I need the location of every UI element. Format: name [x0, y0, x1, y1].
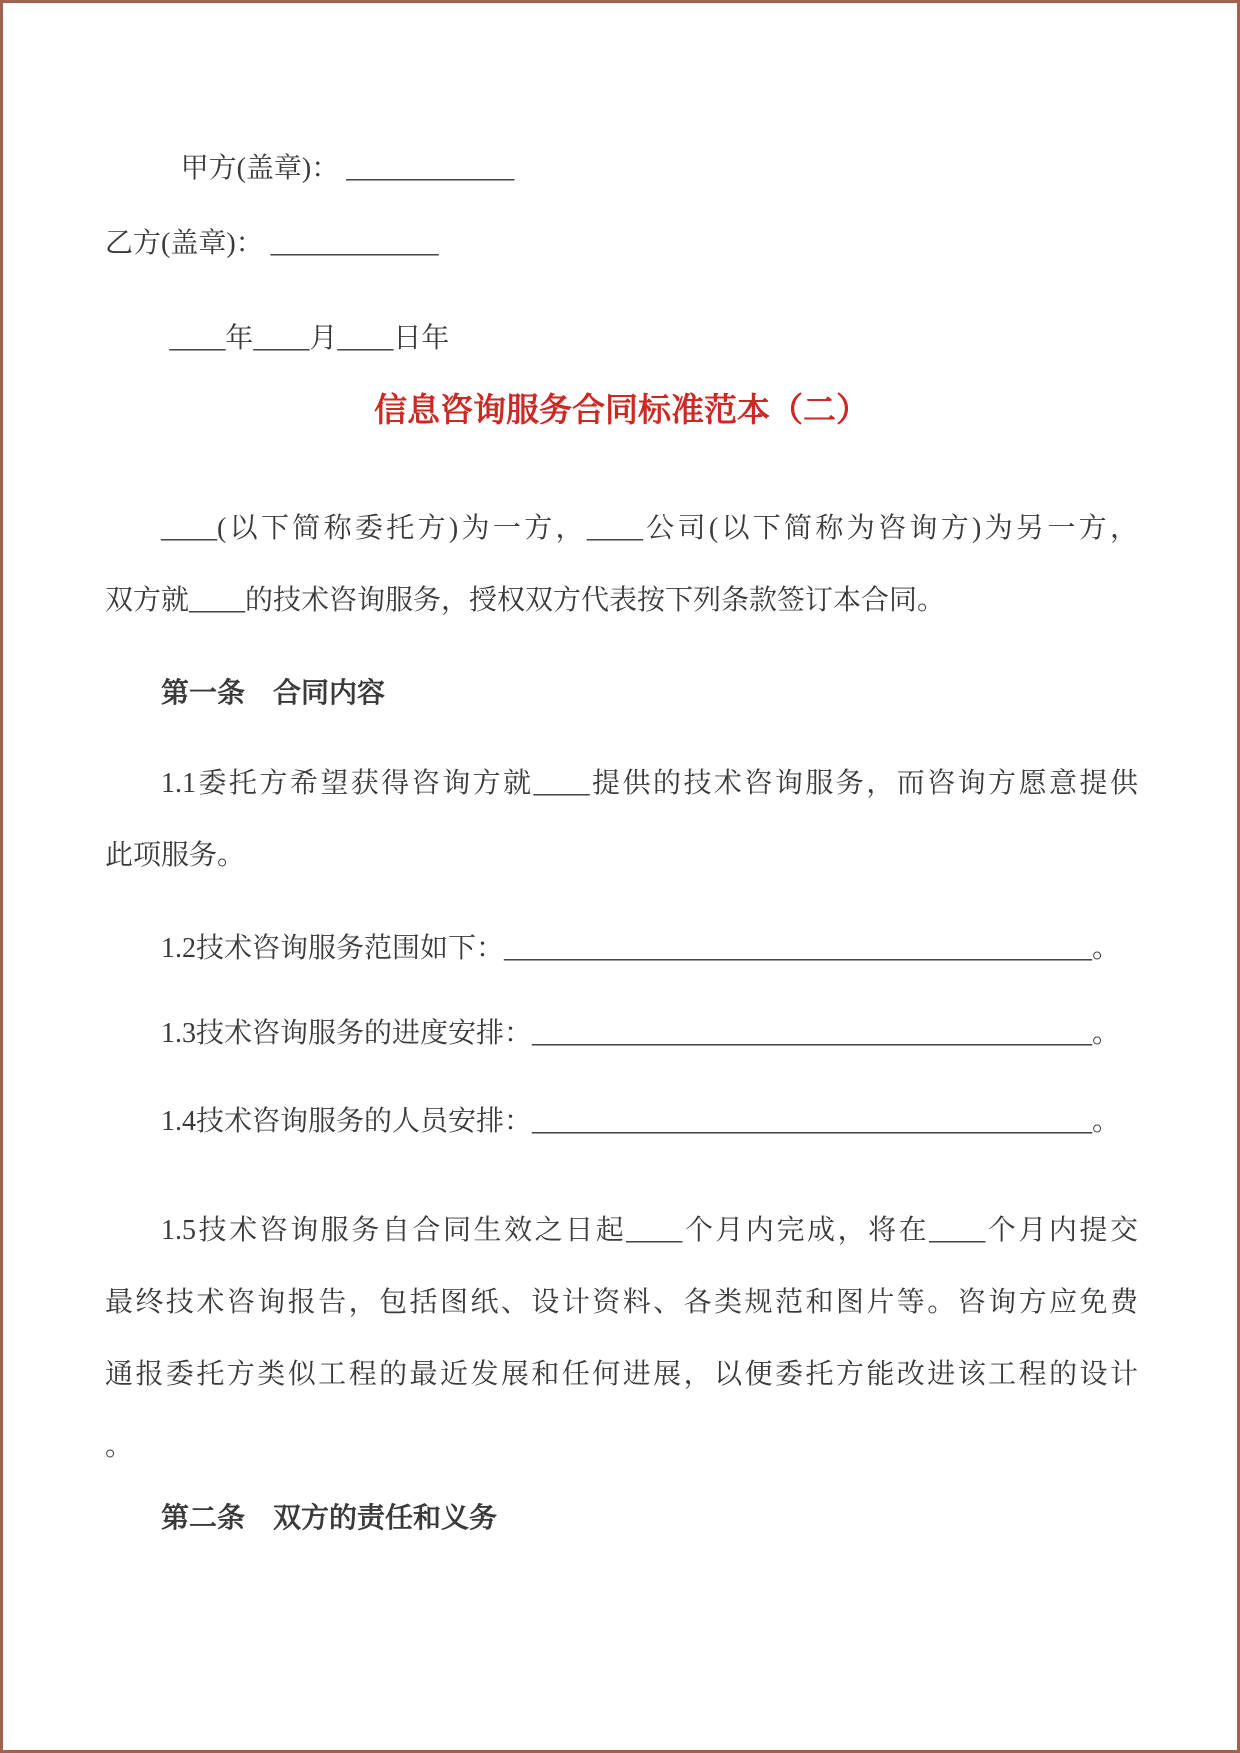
- party-a-line-line-1: 甲方(盖章)： ____________: [180, 153, 515, 184]
- clause-1-4-line-1: 1.4技术咨询服务的人员安排：________________________________________。: [161, 1106, 1121, 1137]
- party-b-line-line-1: 乙方(盖章)： ____________: [105, 228, 439, 259]
- document-title: 信息咨询服务合同标准范本（二）: [374, 393, 869, 429]
- clause-1-3-line-1: 1.3技术咨询服务的进度安排：________________________________________。: [161, 1018, 1121, 1049]
- article-1-heading: [105, 658, 1138, 730]
- clause-1-1-line-1: 1.1委托方希望获得咨询方就____提供的技术咨询服务，而咨询方愿意提供: [161, 768, 1138, 799]
- clause-1-5: [105, 1195, 1138, 1483]
- date-line-line-1: ____年____月____日年: [169, 323, 450, 354]
- intro-paragraph-line-2: 双方就____的技术咨询服务，授权双方代表按下列条款签订本合同。: [105, 585, 946, 616]
- clause-1-5-line-1: 1.5技术咨询服务自合同生效之日起____个月内完成，将在____个月内提交: [161, 1215, 1138, 1246]
- article-2-heading-line-1: 第二条 双方的责任和义务: [161, 1503, 498, 1534]
- clause-1-1: [105, 748, 1138, 892]
- date-line: [105, 303, 1138, 375]
- contract-document: [3, 3, 1237, 1555]
- party-a-line: [105, 133, 1138, 205]
- article-1-heading-line-1: 第一条 合同内容: [161, 678, 386, 709]
- front-matter: [105, 133, 1138, 375]
- clause-1-5-line-4: 。: [105, 1431, 134, 1462]
- clause-1-5-line-2: 最终技术咨询报告，包括图纸、设计资料、各类规范和图片等。咨询方应免费: [105, 1287, 1138, 1318]
- article-2-heading: [105, 1483, 1138, 1555]
- clause-1-4: [105, 1086, 1138, 1158]
- clause-1-1-line-2: 此项服务。: [105, 840, 246, 871]
- contract-body: [105, 493, 1138, 1555]
- intro-paragraph-line-1: ____(以下简称委托方)为一方，____公司(以下简称为咨询方)为另一方，: [161, 513, 1138, 544]
- intro-paragraph: [105, 493, 1138, 637]
- clause-1-5-line-3: 通报委托方类似工程的最近发展和任何进展，以便委托方能改进该工程的设计: [105, 1359, 1138, 1390]
- clause-1-2: [105, 913, 1138, 985]
- clause-1-2-line-1: 1.2技术咨询服务范围如下：__________________________________________。: [161, 933, 1121, 964]
- party-b-line: [105, 208, 1138, 280]
- clause-1-3: [105, 998, 1138, 1070]
